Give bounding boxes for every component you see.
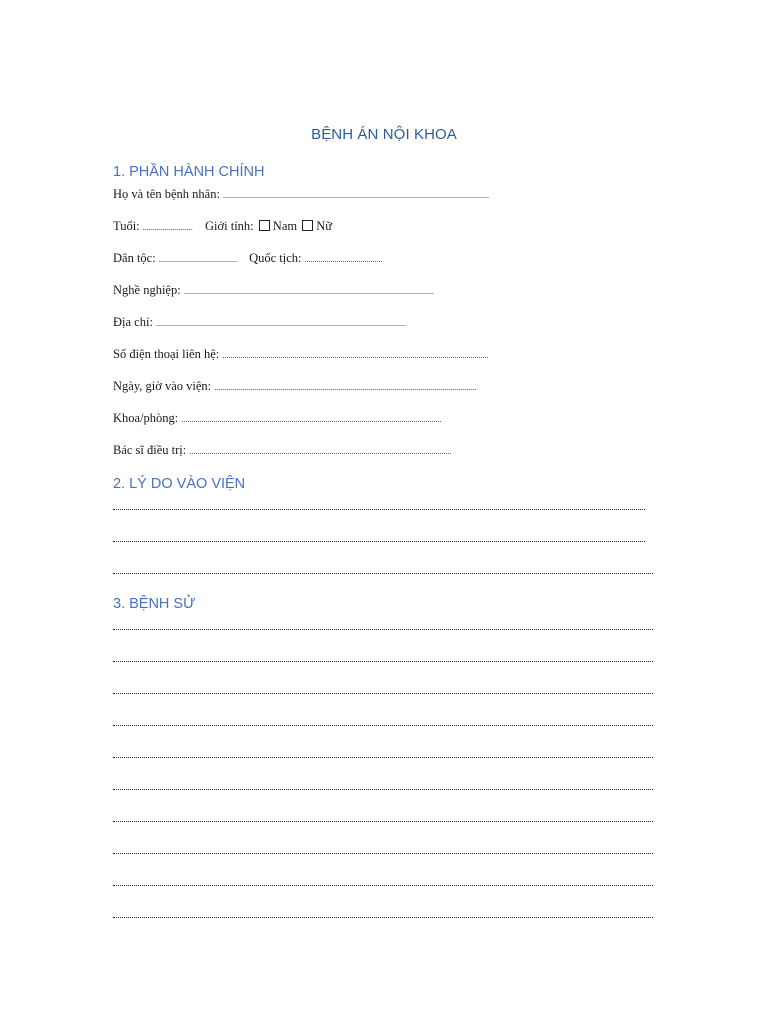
nationality-blank[interactable]: ....................................... [304,255,383,264]
female-checkbox[interactable] [302,220,313,231]
address-label: Địa chỉ: [113,315,153,329]
ethnicity-blank[interactable]: ....................................... [158,255,237,264]
medical-history-line[interactable] [113,821,653,822]
male-checkbox[interactable] [259,220,270,231]
patient-name-blank[interactable]: ..................................................................................................................................... [223,191,490,200]
medical-history-line[interactable] [113,693,653,694]
document-title: BỆNH ÁN NỘI KHOA [311,126,457,143]
admission-reason-line[interactable] [113,541,645,542]
nationality-label: Quốc tịch: [249,251,302,265]
age-blank[interactable]: ......................... [142,223,193,232]
occupation-field[interactable] [113,282,434,300]
admission-reason-line[interactable] [113,573,653,574]
section-heading-administrative: 1. PHẦN HÀNH CHÍNH [113,164,265,180]
admission-time-label: Ngày, giờ vào viện: [113,379,212,393]
admission-reason-line[interactable] [113,509,645,510]
phone-field[interactable] [113,346,488,364]
occupation-blank[interactable]: ............................................................................................................................. [183,287,434,296]
department-blank[interactable]: .................................................................................................................................. [181,415,442,424]
male-label: Nam [272,219,298,233]
medical-history-line[interactable] [113,885,653,886]
ethnicity-label: Dân tộc: [113,251,156,265]
doctor-label: Bác sĩ điều trị: [113,443,187,457]
medical-history-line[interactable] [113,629,653,630]
age-label: Tuổi: [113,219,140,233]
doctor-blank[interactable]: ................................................................................................................................... [189,447,452,456]
medical-history-line[interactable] [113,725,653,726]
patient-name-label: Họ và tên bệnh nhân: [113,187,220,201]
department-label: Khoa/phòng: [113,411,179,425]
medical-history-line[interactable] [113,661,653,662]
medical-history-line[interactable] [113,853,653,854]
female-label: Nữ [316,219,333,233]
patient-name-field[interactable] [113,186,489,204]
occupation-label: Nghề nghiệp: [113,283,181,297]
section-heading-medical-history: 3. BỆNH SỬ [113,596,196,612]
admission-time-field[interactable] [113,378,476,396]
admission-time-blank[interactable]: ................................................................................................................................... [214,383,477,392]
medical-history-line[interactable] [113,917,653,918]
phone-blank[interactable]: ..................................................................................................................................... [222,351,489,360]
ethnicity-nationality-row [113,250,383,268]
section-heading-admission-reason: 2. LÝ DO VÀO VIỆN [113,476,246,492]
address-blank[interactable]: ............................................................................................................................. [156,319,407,328]
phone-label: Số điện thoại liên hệ: [113,347,220,361]
address-field[interactable] [113,314,406,332]
medical-history-line[interactable] [113,757,653,758]
age-gender-row [113,218,332,236]
gender-label: Giới tính: [205,219,254,233]
medical-history-line[interactable] [113,789,653,790]
department-field[interactable] [113,410,441,428]
doctor-field[interactable] [113,442,451,460]
